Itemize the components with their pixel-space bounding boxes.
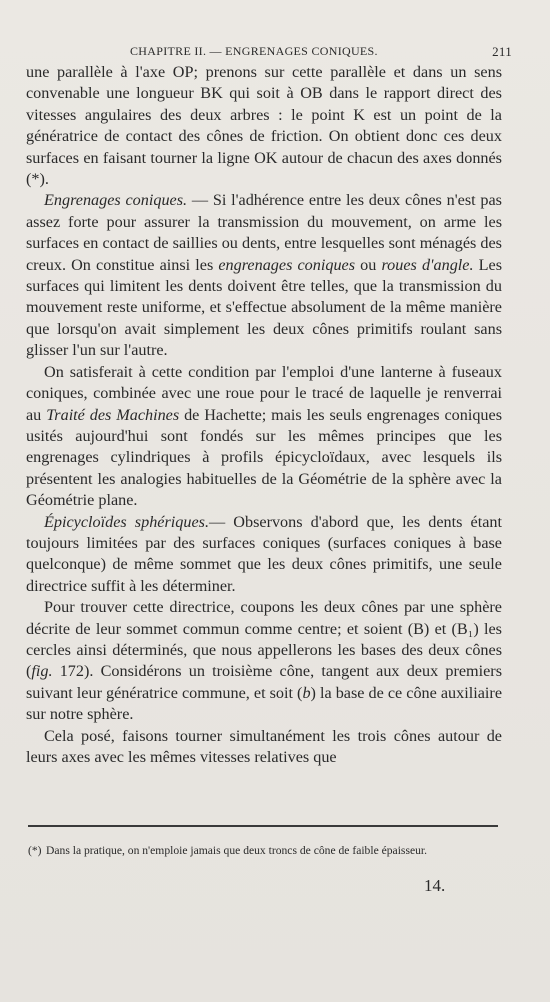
paragraph-4-text: — Observons d'abord que, les dents étant toujours limitées par des surfaces coniques (surfaces coniques à base quelconque) de même sommet que les deux cônes primitifs, une seule directrice suffit à les déterminer. xyxy=(26,512,502,595)
paragraph-3-text: On satisferait à cette condition par l'emploi d'une lanterne à fuseaux coniques, combinée avec une roue pour le tracé de laquelle je renverrai au xyxy=(26,362,502,424)
paragraph-1-text: une parallèle à l'axe OP; prenons sur cette parallèle et dans un sens convenable une longueur BK qui soit à OB dans le rapport direct des vitesses angulaires des deux arbres : le point K est un point de la génératrice de contact des cônes de friction. On obtient donc ces deux surfaces en faisant tourner la ligne OK autour de chacun des axes donnés (*). xyxy=(26,63,502,189)
paragraph-3-tail: de Hachette; mais les seuls engrenages coniques usités aujourd'hui sont fondés sur les mêmes principes que les engrenages cylindriques à profils épicycloïdaux, avec lesquels ils présentent les analogies habituelles de la Géométrie de la sphère avec la Géométrie plane. xyxy=(26,405,502,510)
paragraph-2-connector: ou xyxy=(355,255,382,274)
body-text xyxy=(26,62,502,768)
paragraph-6 xyxy=(26,726,502,769)
section-heading-engrenages-coniques: Engrenages coniques. xyxy=(44,191,188,210)
paragraph-5 xyxy=(26,597,502,725)
paragraph-5-text: Pour trouver cette directrice, coupons les deux cônes par une sphère décrite de leur sommet commun comme centre; et soient (B) et (B₁) les cercles ainsi déterminés, que nous appellerons les bases des deux cônes ( xyxy=(26,598,502,681)
term-roues-d-angle: roues d'angle. xyxy=(381,255,474,274)
footnote xyxy=(28,842,504,859)
paragraph-4 xyxy=(26,512,502,598)
paragraph-2 xyxy=(26,190,502,361)
paragraph-3 xyxy=(26,362,502,512)
section-heading-epicycloides-spheriques: Épicycloïdes sphériques. xyxy=(44,512,209,531)
paragraph-2-text: — Si l'adhérence entre les deux cônes n'est pas assez forte pour assurer la transmission du mouvement, on arme les surfaces en contact de saillies ou dents, entre lesquelles sont ménagés des creux. On constitue ainsi les xyxy=(26,191,502,274)
figure-reference: fig. xyxy=(31,662,53,681)
footnote-divider xyxy=(28,825,498,827)
page-number: 211 xyxy=(492,44,512,59)
paragraph-6-text: Cela posé, faisons tourner simultanément les trois cônes autour de leurs axes avec les mêmes vitesses relatives que xyxy=(26,726,502,766)
page-header xyxy=(26,44,524,62)
footnote-mark: (*) xyxy=(28,844,42,857)
footnote-text: Dans la pratique, on n'emploie jamais que deux troncs de cône de faible épaisseur. xyxy=(46,844,428,857)
paragraph-1 xyxy=(26,62,502,190)
variable-b: b xyxy=(302,683,311,702)
running-title: CHAPITRE II. — ENGRENAGES CONIQUES. xyxy=(130,44,378,58)
citation-traite-des-machines: Traité des Machines xyxy=(46,405,180,424)
paragraph-5-mid: 172). Considérons un troisième cône, tangent aux deux premiers suivant leur génératrice commune, et soit ( xyxy=(26,662,502,702)
paragraph-2-tail: Les surfaces qui limitent les dents doivent être telles, que la transmission du mouvement reste uniforme, et s'effectue absolument de la même manière que lorsqu'on avait simplement les deux cônes primitifs roulant sans glisser l'un sur l'autre. xyxy=(26,255,503,360)
paragraph-5-tail: ) la base de ce cône auxiliaire sur notre sphère. xyxy=(26,683,502,724)
signature-mark: 14. xyxy=(424,876,446,895)
term-engrenages-coniques: engrenages coniques xyxy=(218,255,356,274)
